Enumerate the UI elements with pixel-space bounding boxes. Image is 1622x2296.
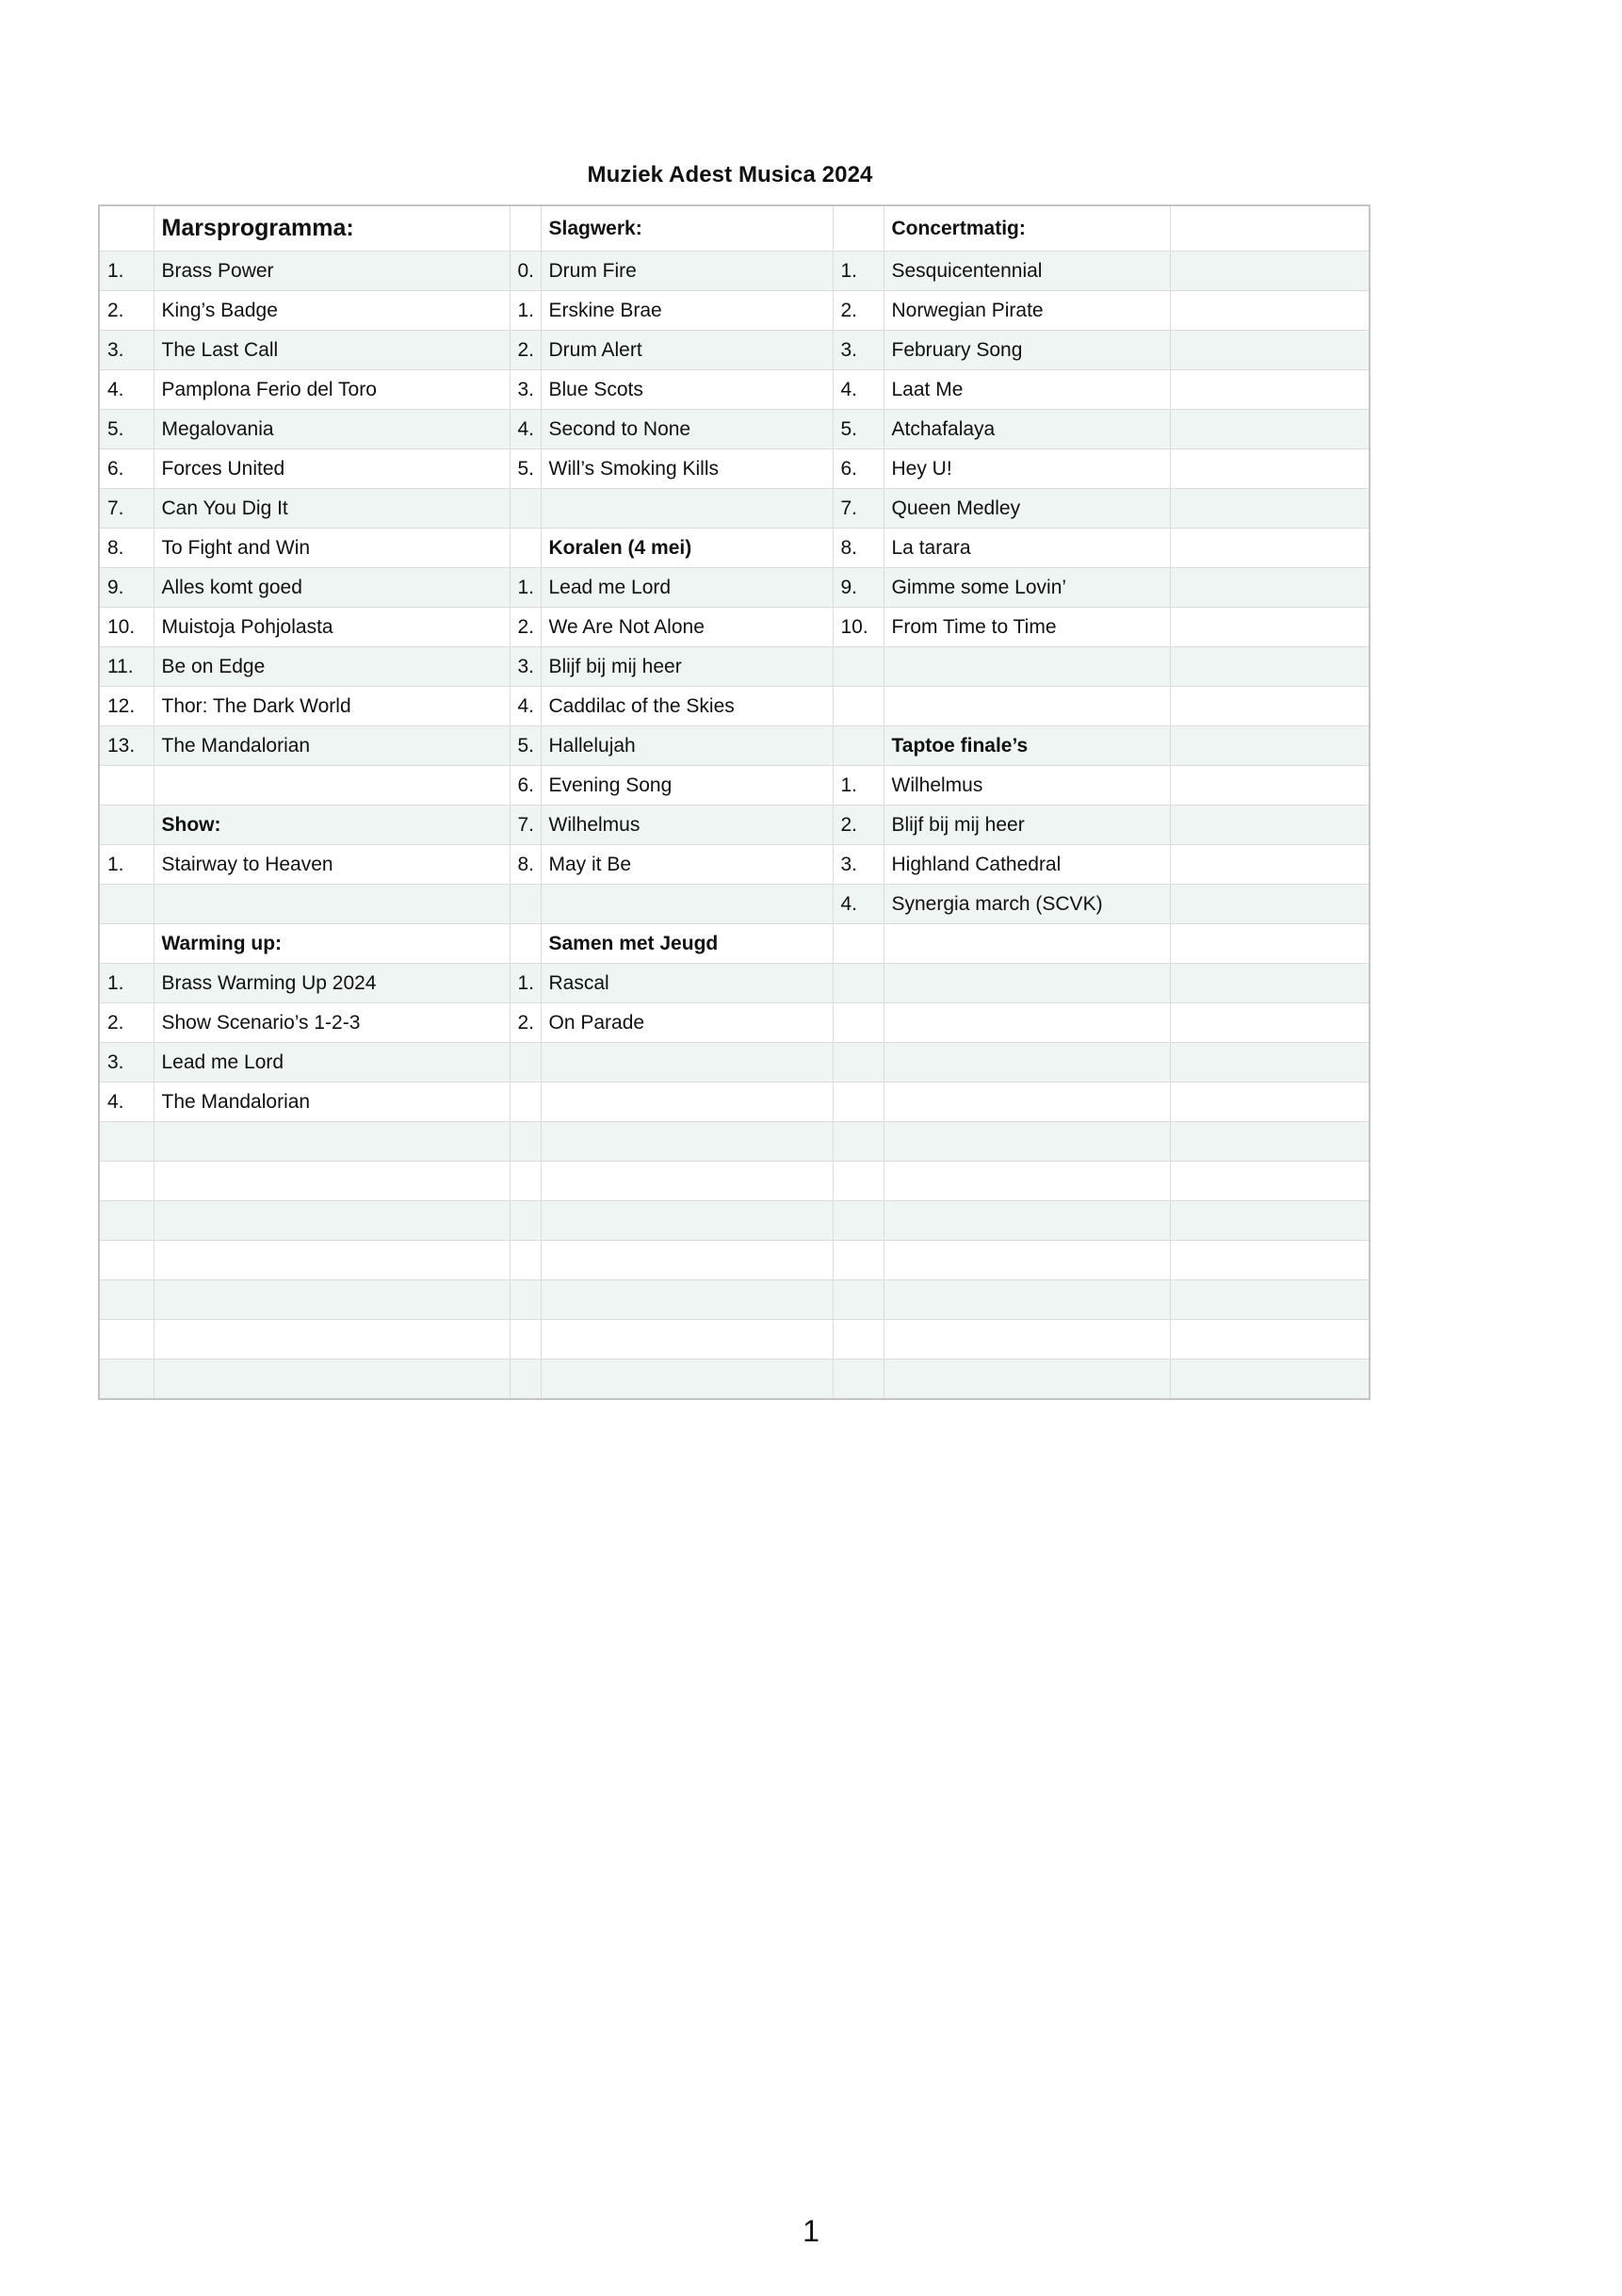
cell-number: 10.: [833, 608, 884, 647]
cell-title: [154, 1122, 510, 1162]
cell-number: 7.: [833, 489, 884, 529]
cell-number: 6.: [510, 766, 541, 806]
cell-title: The Last Call: [154, 331, 510, 370]
cell-number: [99, 205, 154, 252]
cell-title: [884, 1360, 1170, 1400]
music-program-table: [98, 204, 1371, 1400]
cell-notes: [1170, 568, 1370, 608]
cell-number: 5.: [833, 410, 884, 449]
cell-number: [99, 885, 154, 924]
cell-title: Lead me Lord: [541, 568, 833, 608]
section-heading: Warming up:: [154, 924, 510, 964]
cell-title: [884, 924, 1170, 964]
cell-number: 2.: [510, 1003, 541, 1043]
cell-number: 4.: [833, 885, 884, 924]
table-row: [99, 1201, 1370, 1241]
cell-number: 1.: [833, 252, 884, 291]
cell-notes: [1170, 489, 1370, 529]
section-heading: Samen met Jeugd: [541, 924, 833, 964]
cell-number: [833, 1280, 884, 1320]
cell-title: Alles komt goed: [154, 568, 510, 608]
cell-number: [510, 885, 541, 924]
cell-title: [884, 1280, 1170, 1320]
cell-title: [884, 1241, 1170, 1280]
cell-number: 3.: [99, 331, 154, 370]
cell-notes: [1170, 529, 1370, 568]
cell-title: [884, 1201, 1170, 1241]
cell-number: 1.: [99, 845, 154, 885]
table-row: [99, 291, 1370, 331]
cell-number: [99, 1280, 154, 1320]
cell-number: [833, 964, 884, 1003]
cell-number: 1.: [99, 252, 154, 291]
cell-title: Muistoja Pohjolasta: [154, 608, 510, 647]
cell-title: Megalovania: [154, 410, 510, 449]
cell-number: 5.: [510, 726, 541, 766]
cell-number: [833, 1360, 884, 1400]
cell-title: Be on Edge: [154, 647, 510, 687]
cell-number: 1.: [510, 568, 541, 608]
cell-title: [541, 1083, 833, 1122]
table-row: [99, 885, 1370, 924]
cell-notes: [1170, 726, 1370, 766]
table-row: [99, 1122, 1370, 1162]
cell-number: 1.: [833, 766, 884, 806]
cell-title: [154, 1360, 510, 1400]
cell-number: [833, 205, 884, 252]
cell-number: [833, 687, 884, 726]
cell-title: [884, 1043, 1170, 1083]
cell-title: Rascal: [541, 964, 833, 1003]
table-row: [99, 1003, 1370, 1043]
cell-title: Show Scenario’s 1-2-3: [154, 1003, 510, 1043]
cell-number: 6.: [833, 449, 884, 489]
cell-number: [510, 529, 541, 568]
cell-title: [154, 1162, 510, 1201]
cell-number: 10.: [99, 608, 154, 647]
cell-title: Caddilac of the Skies: [541, 687, 833, 726]
cell-notes: [1170, 205, 1370, 252]
document-title: Muziek Adest Musica 2024: [587, 162, 873, 187]
cell-notes: [1170, 1360, 1370, 1400]
cell-notes: [1170, 370, 1370, 410]
cell-title: Will’s Smoking Kills: [541, 449, 833, 489]
cell-number: [510, 1360, 541, 1400]
cell-notes: [1170, 845, 1370, 885]
cell-notes: [1170, 608, 1370, 647]
cell-title: May it Be: [541, 845, 833, 885]
cell-number: [510, 1043, 541, 1083]
cell-title: Highland Cathedral: [884, 845, 1170, 885]
cell-number: 2.: [510, 608, 541, 647]
table-row: [99, 766, 1370, 806]
table-row: [99, 568, 1370, 608]
cell-number: [510, 1241, 541, 1280]
cell-notes: [1170, 806, 1370, 845]
cell-number: 9.: [833, 568, 884, 608]
cell-title: [154, 1201, 510, 1241]
cell-title: [154, 885, 510, 924]
cell-number: 3.: [99, 1043, 154, 1083]
cell-number: [833, 1003, 884, 1043]
cell-notes: [1170, 687, 1370, 726]
cell-number: 3.: [833, 331, 884, 370]
cell-title: February Song: [884, 331, 1170, 370]
cell-title: The Mandalorian: [154, 726, 510, 766]
cell-number: 4.: [510, 410, 541, 449]
cell-number: 5.: [510, 449, 541, 489]
cell-title: Blue Scots: [541, 370, 833, 410]
cell-number: 2.: [510, 331, 541, 370]
cell-number: 4.: [99, 370, 154, 410]
cell-title: [884, 647, 1170, 687]
cell-notes: [1170, 1043, 1370, 1083]
cell-notes: [1170, 1320, 1370, 1360]
cell-title: La tarara: [884, 529, 1170, 568]
table-row: [99, 924, 1370, 964]
cell-title: Blijf bij mij heer: [884, 806, 1170, 845]
cell-number: 13.: [99, 726, 154, 766]
cell-number: 1.: [99, 964, 154, 1003]
table-row: [99, 529, 1370, 568]
cell-number: [99, 1122, 154, 1162]
table-row: [99, 449, 1370, 489]
cell-number: 2.: [99, 1003, 154, 1043]
cell-notes: [1170, 449, 1370, 489]
cell-notes: [1170, 291, 1370, 331]
page-number: 1: [803, 2214, 819, 2248]
cell-notes: [1170, 1122, 1370, 1162]
cell-number: [510, 1280, 541, 1320]
cell-title: [884, 1122, 1170, 1162]
cell-number: [510, 1162, 541, 1201]
cell-title: Brass Warming Up 2024: [154, 964, 510, 1003]
cell-title: [541, 1360, 833, 1400]
cell-title: [541, 1162, 833, 1201]
cell-title: [154, 1241, 510, 1280]
cell-title: [541, 1241, 833, 1280]
cell-number: [510, 1320, 541, 1360]
cell-number: [510, 1201, 541, 1241]
cell-title: [541, 1320, 833, 1360]
cell-title: Pamplona Ferio del Toro: [154, 370, 510, 410]
cell-title: [541, 1043, 833, 1083]
cell-title: From Time to Time: [884, 608, 1170, 647]
cell-title: [154, 1320, 510, 1360]
cell-notes: [1170, 1201, 1370, 1241]
cell-number: [99, 1320, 154, 1360]
cell-title: Laat Me: [884, 370, 1170, 410]
cell-number: [510, 205, 541, 252]
cell-number: 8.: [99, 529, 154, 568]
cell-title: Drum Alert: [541, 331, 833, 370]
section-heading: Show:: [154, 806, 510, 845]
cell-number: 4.: [833, 370, 884, 410]
cell-title: Lead me Lord: [154, 1043, 510, 1083]
cell-number: [510, 1122, 541, 1162]
table-row: [99, 370, 1370, 410]
cell-number: 7.: [99, 489, 154, 529]
cell-number: 3.: [510, 647, 541, 687]
cell-title: [884, 1003, 1170, 1043]
cell-title: Synergia march (SCVK): [884, 885, 1170, 924]
cell-title: Second to None: [541, 410, 833, 449]
table-row: [99, 845, 1370, 885]
cell-number: [99, 1360, 154, 1400]
table-row: [99, 1043, 1370, 1083]
cell-title: Can You Dig It: [154, 489, 510, 529]
cell-title: [884, 687, 1170, 726]
cell-number: 12.: [99, 687, 154, 726]
cell-number: [833, 1043, 884, 1083]
cell-title: King’s Badge: [154, 291, 510, 331]
cell-number: [833, 924, 884, 964]
table-row: [99, 1162, 1370, 1201]
cell-title: Norwegian Pirate: [884, 291, 1170, 331]
table-row: [99, 205, 1370, 252]
cell-number: 11.: [99, 647, 154, 687]
cell-number: [833, 1122, 884, 1162]
cell-title: The Mandalorian: [154, 1083, 510, 1122]
table-row: [99, 647, 1370, 687]
table-row: [99, 331, 1370, 370]
cell-title: Hallelujah: [541, 726, 833, 766]
cell-notes: [1170, 1241, 1370, 1280]
cell-title: [541, 1201, 833, 1241]
table-row: [99, 806, 1370, 845]
cell-number: [833, 726, 884, 766]
cell-title: To Fight and Win: [154, 529, 510, 568]
cell-notes: [1170, 885, 1370, 924]
cell-title: [541, 885, 833, 924]
cell-number: [833, 1320, 884, 1360]
cell-notes: [1170, 766, 1370, 806]
cell-number: [833, 1241, 884, 1280]
cell-number: [99, 806, 154, 845]
section-heading: Taptoe finale’s: [884, 726, 1170, 766]
table-body: [99, 205, 1370, 1399]
cell-number: 6.: [99, 449, 154, 489]
cell-number: [99, 1201, 154, 1241]
cell-notes: [1170, 331, 1370, 370]
cell-title: Brass Power: [154, 252, 510, 291]
table-row: [99, 964, 1370, 1003]
cell-title: [154, 766, 510, 806]
cell-notes: [1170, 647, 1370, 687]
table-row: [99, 489, 1370, 529]
table-row: [99, 726, 1370, 766]
cell-number: [99, 1241, 154, 1280]
cell-title: [541, 1122, 833, 1162]
cell-notes: [1170, 1003, 1370, 1043]
cell-title: [884, 964, 1170, 1003]
cell-title: Erskine Brae: [541, 291, 833, 331]
cell-number: [833, 1083, 884, 1122]
table-row: [99, 1360, 1370, 1400]
cell-title: [884, 1162, 1170, 1201]
cell-title: Thor: The Dark World: [154, 687, 510, 726]
cell-title: Wilhelmus: [884, 766, 1170, 806]
cell-number: 3.: [833, 845, 884, 885]
table-row: [99, 608, 1370, 647]
cell-number: 2.: [833, 291, 884, 331]
cell-title: Forces United: [154, 449, 510, 489]
cell-number: [833, 647, 884, 687]
table-row: [99, 252, 1370, 291]
cell-number: [510, 489, 541, 529]
table-row: [99, 1320, 1370, 1360]
cell-title: Sesquicentennial: [884, 252, 1170, 291]
cell-number: 4.: [510, 687, 541, 726]
cell-title: [884, 1320, 1170, 1360]
cell-number: 8.: [833, 529, 884, 568]
cell-notes: [1170, 924, 1370, 964]
cell-title: Blijf bij mij heer: [541, 647, 833, 687]
cell-notes: [1170, 1162, 1370, 1201]
cell-notes: [1170, 410, 1370, 449]
cell-title: Hey U!: [884, 449, 1170, 489]
cell-title: Drum Fire: [541, 252, 833, 291]
cell-title: Gimme some Lovin’: [884, 568, 1170, 608]
cell-number: [99, 924, 154, 964]
cell-number: 5.: [99, 410, 154, 449]
cell-number: 7.: [510, 806, 541, 845]
cell-notes: [1170, 1280, 1370, 1320]
cell-title: Atchafalaya: [884, 410, 1170, 449]
cell-number: 2.: [833, 806, 884, 845]
cell-title: On Parade: [541, 1003, 833, 1043]
cell-title: Queen Medley: [884, 489, 1170, 529]
cell-notes: [1170, 252, 1370, 291]
cell-number: 4.: [99, 1083, 154, 1122]
cell-number: 2.: [99, 291, 154, 331]
cell-number: 0.: [510, 252, 541, 291]
cell-number: [510, 924, 541, 964]
cell-number: [833, 1201, 884, 1241]
cell-number: [99, 766, 154, 806]
cell-notes: [1170, 1083, 1370, 1122]
section-heading: Marsprogramma:: [154, 205, 510, 252]
cell-number: 3.: [510, 370, 541, 410]
cell-notes: [1170, 964, 1370, 1003]
cell-number: [99, 1162, 154, 1201]
cell-number: [833, 1162, 884, 1201]
section-heading: Slagwerk:: [541, 205, 833, 252]
cell-title: We Are Not Alone: [541, 608, 833, 647]
cell-title: Evening Song: [541, 766, 833, 806]
cell-title: [154, 1280, 510, 1320]
table-row: [99, 1241, 1370, 1280]
cell-title: [541, 1280, 833, 1320]
section-heading: Koralen (4 mei): [541, 529, 833, 568]
cell-number: 1.: [510, 291, 541, 331]
cell-number: 8.: [510, 845, 541, 885]
table-row: [99, 1083, 1370, 1122]
section-heading: Concertmatig:: [884, 205, 1170, 252]
cell-title: [884, 1083, 1170, 1122]
table-row: [99, 687, 1370, 726]
cell-number: [510, 1083, 541, 1122]
cell-number: 9.: [99, 568, 154, 608]
cell-title: Wilhelmus: [541, 806, 833, 845]
cell-number: 1.: [510, 964, 541, 1003]
table-row: [99, 410, 1370, 449]
table-row: [99, 1280, 1370, 1320]
cell-title: Stairway to Heaven: [154, 845, 510, 885]
cell-title: [541, 489, 833, 529]
